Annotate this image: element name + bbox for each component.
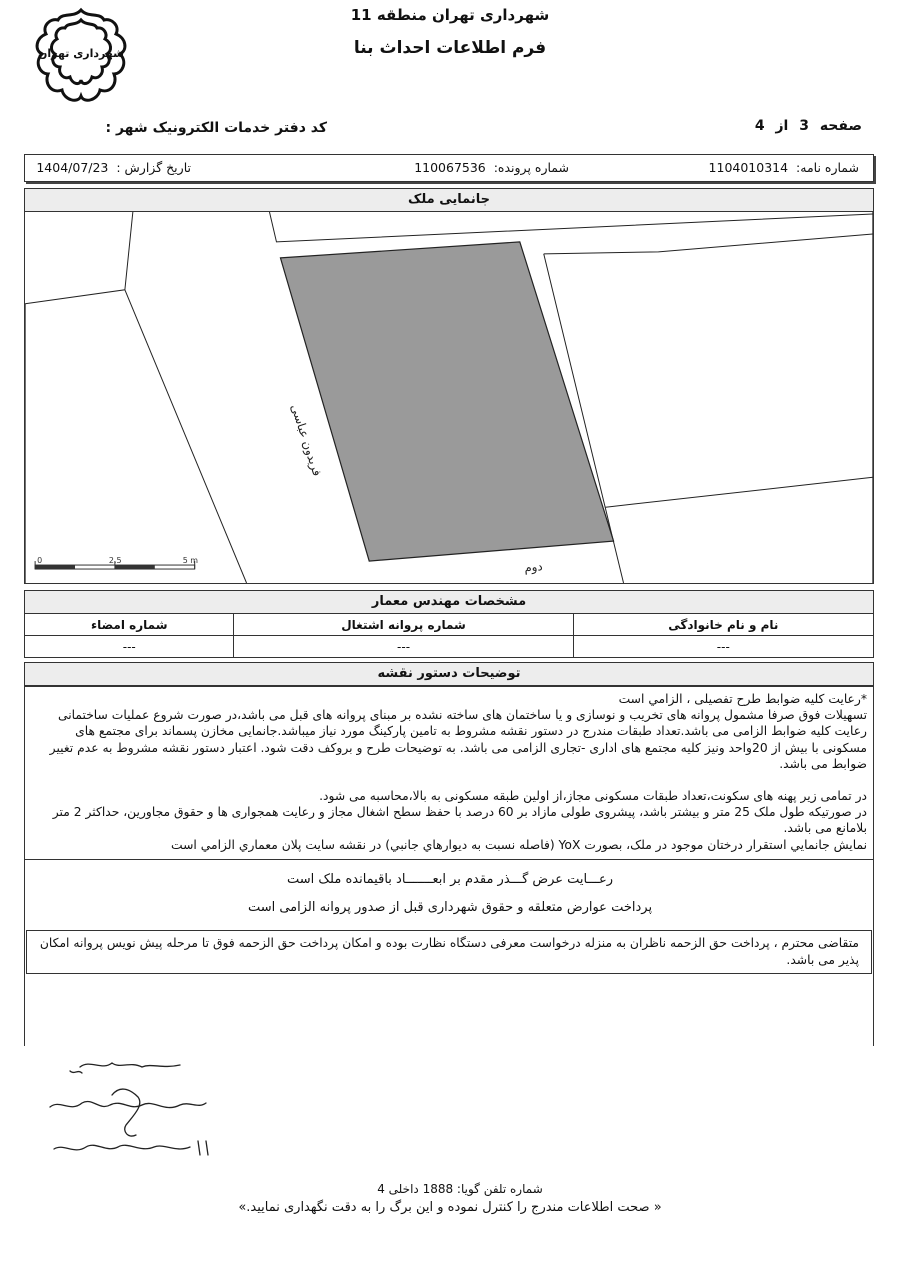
page-label: صفحه — [819, 118, 862, 134]
scale-label-mid: 2.5 — [108, 556, 122, 566]
notes-box — [24, 686, 874, 860]
street-label-left: فریدون عباسی — [288, 402, 325, 478]
street-label-bottom: دوم — [523, 559, 544, 575]
form-title: فرم اطلاعات احداث بنا — [353, 38, 547, 58]
note-2: تسهیلات فوق صرفا مشمول پروانه های تخریب و نوسازی و یا ساختمان های ساخته نشده بر مبنای پروانه های قبل می باشد،در صورت شروع عملیات ساختمانی رعایت کلیه ضوابط الزامی می باشد.تعداد طبقات مندرج در دستور نقشه مشروط به تامین پارکینگ مورد نیاز میباشد.جانمایی مخازن پسماند برای مجتمع های مسکونی با بیش از 20واحد ونیز کلیه مجتمع های اداری -تجاری الزامی می باشد. به توضیحات طرح و بروکف دقت شود. اعتبار دستور نقشه مشروط به عدم تغییر ضوابط می باشد. — [49, 708, 867, 771]
info-bar — [24, 154, 874, 182]
page-current: 3 — [799, 118, 809, 134]
architect-table — [24, 613, 874, 658]
report-date: تاریخ گزارش : 1404/07/23 — [36, 160, 191, 175]
letter-number: شماره نامه: 1104010314 — [708, 160, 859, 175]
office-code-label: کد دفتر خدمات الکترونیک شهر : — [105, 120, 327, 136]
page-total: 4 — [754, 118, 765, 134]
notes-section-title: توضیحات دستور نقشه — [24, 662, 874, 686]
scale-bar — [35, 556, 198, 569]
location-section-title: جانمایی ملک — [24, 188, 874, 212]
signature — [30, 1055, 230, 1165]
note-5: نمايش جانمايي استقرار درختان موجود در ملک، بصورت YoX (فاصله نسبت به ديوارهاي جانبي) در نقشه سايت پلان معماري الزامي است — [171, 837, 867, 852]
svg-text:شهرداری تهران: شهرداری تهران — [38, 47, 124, 60]
page-of: از — [775, 118, 789, 134]
col-sign-header: شماره امضاء — [25, 614, 234, 636]
page-indicator — [752, 118, 865, 134]
col-license-header: شماره پروانه اشتغال — [234, 614, 573, 636]
phone-info: شماره تلفن گویا: 1888 داخلی 4 — [377, 1182, 543, 1196]
note-fees: پرداخت عوارض متعلقه و حقوق شهرداری قبل از صدور پروانه الزامی است — [247, 900, 653, 915]
tehran-municipality-logo — [22, 4, 140, 114]
cell-name: --- — [573, 636, 873, 658]
location-map — [24, 212, 874, 584]
note-3: در تمامی زیر پهنه های سکونت،تعداد طبقات مسکونی مجاز،از اولین طبقه مسکونی به بالا،محاسبه می شود. — [319, 789, 867, 804]
note-4: در صورتیکه طول ملک 25 متر و بیشتر باشد، پیشروی طولی مازاد بر 60 درصد با حفظ سطح اشغال مجاز و رعایت همجواری ها و حقوق مجاورین، حداکثر 2 متر بلامانع می باشد. — [52, 805, 867, 836]
scale-label-0: 0 — [37, 556, 43, 566]
scale-label-end: 5 m — [182, 556, 199, 566]
parcel-polygon — [280, 242, 613, 561]
cell-sign: --- — [25, 636, 234, 658]
architect-section-title: مشخصات مهندس معمار — [24, 590, 874, 614]
municipality-title: شهرداری تهران منطقه 11 — [350, 6, 550, 24]
col-name-header: نام و نام خانوادگی — [573, 614, 873, 636]
note-1: *رعایت کلیه ضوابط طرح تفصیلی ، الزامي است — [618, 692, 867, 706]
applicant-note: متقاضی محترم ، پرداخت حق الزحمه ناظران به منزله درخواست معرفی دستگاه نظارت بوده و امکان پرداخت حق الزحمه فوق تا مرحله پیش نویس پروانه امکان پذیر می باشد. — [26, 930, 872, 974]
cell-license: --- — [234, 636, 573, 658]
file-number: شماره پرونده: 110067536 — [414, 160, 569, 175]
footer-note: « صحت اطلاعات مندرج را کنترل نموده و این برگ را به دقت نگهداری نمایید.» — [238, 1200, 662, 1215]
note-setback: رعـــایت عرض گـــذر مقدم بر ابعـــــــاد باقیمانده ملک است — [287, 872, 613, 887]
